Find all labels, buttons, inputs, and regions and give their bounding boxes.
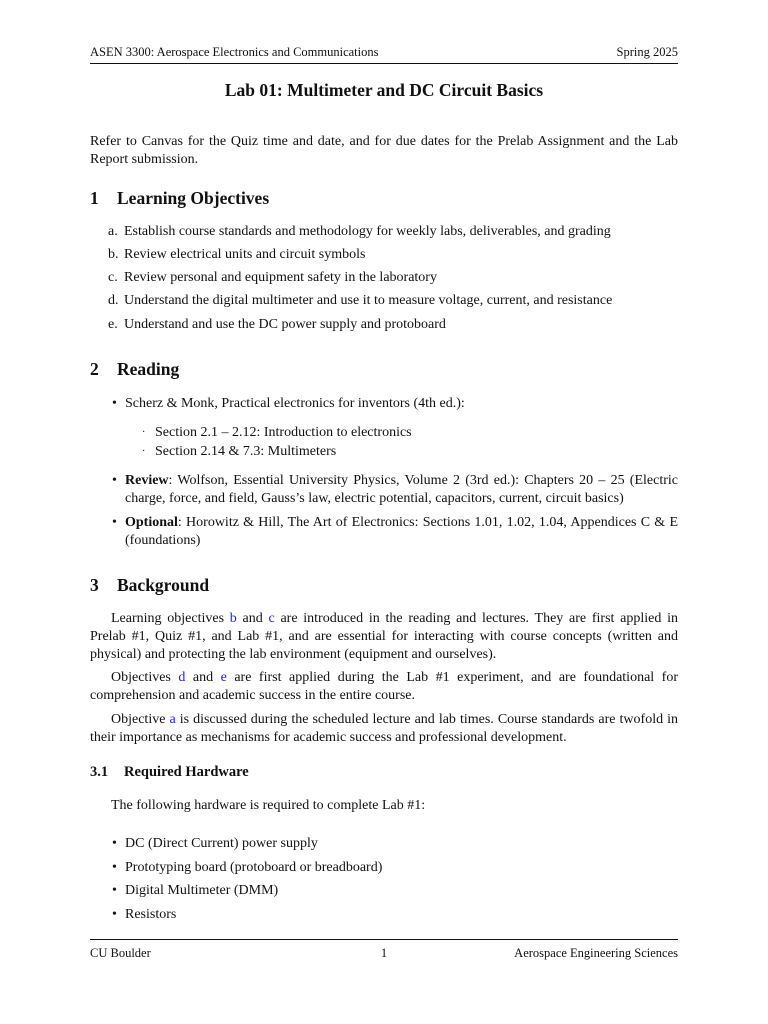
reading-bullet-optional: [112, 514, 678, 550]
text-run: Objectives: [111, 670, 179, 685]
bullet-dot: •: [112, 860, 117, 875]
reading-sub-text: Section 2.14 & 7.3: Multimeters: [155, 444, 337, 459]
intro-paragraph: Refer to Canvas for the Quiz time and date, and for due dates for the Prelab Assignment and the Lab Report submission.: [90, 134, 678, 167]
hardware-item: [112, 882, 678, 900]
bullet-dot: •: [112, 836, 117, 851]
objective-marker: d.: [108, 293, 119, 308]
section-number: 2: [90, 359, 99, 379]
reading-main-text: Scherz & Monk, Practical electronics for inventors (4th ed.):: [125, 396, 465, 411]
objective-ref-link[interactable]: b: [229, 611, 237, 626]
subsection-heading-hardware: [90, 763, 249, 781]
hardware-item-text: Resistors: [125, 907, 177, 922]
section-title: Reading: [117, 359, 180, 379]
objective-ref-link[interactable]: e: [220, 670, 227, 685]
objective-item: [108, 269, 678, 287]
document-title: Lab 01: Multimeter and DC Circuit Basics: [224, 80, 544, 100]
objective-text: Understand the digital multimeter and use it to measure voltage, current, and resistance: [124, 293, 613, 308]
reading-bullet-review: [112, 472, 678, 508]
footer-institution: CU Boulder: [90, 946, 151, 960]
section-number: 1: [90, 188, 99, 208]
background-paragraph-2: [90, 669, 678, 705]
page-number: 1: [380, 946, 388, 960]
header-course: ASEN 3300: Aerospace Electronics and Communications: [90, 45, 379, 59]
sub-bullet-mark: ·: [142, 446, 146, 457]
text-run: and: [236, 611, 269, 626]
sub-bullet-mark: ·: [142, 427, 146, 438]
objective-item: [108, 316, 678, 334]
hardware-item-text: Prototyping board (protoboard or breadboard): [125, 860, 383, 875]
section-heading-reading: [90, 358, 179, 380]
objective-text: Establish course standards and methodology for weekly labs, deliverables, and grading: [124, 224, 611, 239]
header-term: Spring 2025: [616, 45, 678, 59]
hardware-item: [112, 859, 678, 877]
hardware-item-text: DC (Direct Current) power supply: [125, 836, 318, 851]
review-text: : Wolfson, Essential University Physics, Volume 2 (3rd ed.): Chapters 20 – 25 (Electric charge, force, and field, Gauss’s law, electric potential, capacitors, current, circuit basics): [125, 473, 678, 506]
reading-sub-item: [142, 424, 678, 442]
hardware-intro: The following hardware is required to complete Lab #1:: [111, 798, 426, 813]
bullet-dot: •: [112, 473, 117, 488]
objective-text: Understand and use the DC power supply and protoboard: [124, 317, 446, 332]
hardware-item: [112, 906, 678, 924]
section-number: 3: [90, 575, 99, 595]
document-page: [90, 0, 678, 1024]
section-heading-objectives: [90, 187, 269, 209]
text-run: Learning objectives: [111, 611, 230, 626]
section-title: Background: [117, 575, 210, 595]
footer-rule: [90, 939, 678, 940]
objective-marker: a.: [108, 224, 118, 239]
objective-item: [108, 292, 678, 310]
hardware-item: [112, 835, 678, 853]
optional-label: Optional: [125, 515, 178, 530]
objective-ref-link[interactable]: d: [178, 670, 186, 685]
section-title: Learning Objectives: [117, 188, 270, 208]
running-footer: [90, 945, 678, 961]
bullet-dot: •: [112, 883, 117, 898]
objective-marker: c.: [108, 270, 118, 285]
subsection-number: 3.1: [90, 764, 109, 780]
header-rule: [90, 63, 678, 64]
text-run: and: [185, 670, 221, 685]
review-label: Review: [125, 473, 169, 488]
footer-department: Aerospace Engineering Sciences: [514, 946, 678, 960]
objective-ref-link[interactable]: c: [268, 611, 275, 626]
section-heading-background: [90, 574, 209, 596]
objective-text: Review electrical units and circuit symbols: [124, 247, 366, 262]
reading-bullet-main: [112, 395, 678, 413]
optional-entry: [125, 514, 678, 550]
optional-text: : Horowitz & Hill, The Art of Electronics: Sections 1.01, 1.02, 1.04, Appendices C & E (foundations): [125, 515, 678, 548]
bullet-dot: •: [112, 515, 117, 530]
hardware-item-text: Digital Multimeter (DMM): [125, 883, 279, 898]
text-run: are first applied during the Lab #1 experiment, and are foundational for comprehension and academic success in the entire course.: [90, 670, 678, 703]
objective-text: Review personal and equipment safety in the laboratory: [124, 270, 437, 285]
objective-item: [108, 223, 678, 241]
reading-sub-item: [142, 443, 678, 461]
subsection-title: Required Hardware: [124, 764, 249, 780]
text-run: Objective: [111, 712, 170, 727]
objective-ref-link[interactable]: a: [169, 712, 176, 727]
text-run: are introduced in the reading and lectures. They are first applied in Prelab #1, Quiz #1, and Lab #1, and are essential for interacting with course concepts (written and physical) and protecting the lab environment (equipment and ourselves).: [90, 611, 679, 662]
background-paragraph-3: [90, 711, 678, 747]
objective-marker: e.: [108, 317, 118, 332]
reading-sub-text: Section 2.1 – 2.12: Introduction to electronics: [155, 425, 412, 440]
text-run: is discussed during the scheduled lecture and lab times. Course standards are twofold in their importance as mechanisms for academic success and professional development.: [90, 712, 679, 745]
objective-item: [108, 246, 678, 264]
bullet-dot: •: [112, 396, 117, 411]
bullet-dot: •: [112, 907, 117, 922]
objective-marker: b.: [108, 247, 119, 262]
background-paragraph-1: [90, 610, 678, 664]
review-entry: [125, 472, 678, 508]
running-header: [90, 44, 678, 60]
